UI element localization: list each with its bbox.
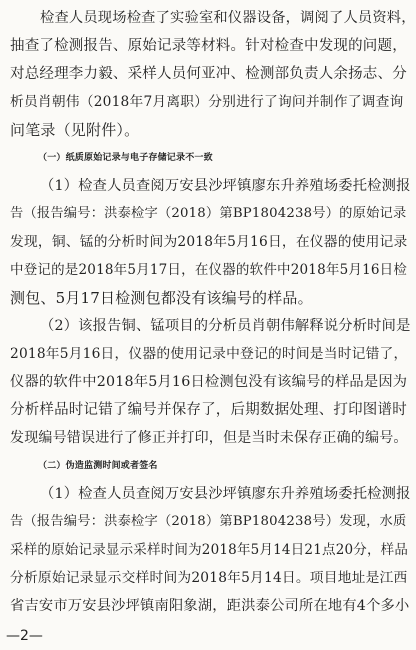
section-heading: （二）伪造监测时间或者签名	[38, 461, 158, 471]
body-text-line: 析员肖朝伟（2018年7月离职）分别进行了询问并制作了调查询	[10, 94, 404, 110]
body-text-line: 省吉安市万安县沙坪镇南阳象湖，距洪泰公司所在地有4个多小	[10, 598, 410, 614]
body-text-line: 发现，铜、锰的分析时间为2018年5月16日，在仪器的使用记录	[10, 234, 408, 250]
body-text-line: 检查人员现场检查了实验室和仪器设备，调阅了人员资料，	[40, 10, 416, 26]
body-text-line: （2）该报告铜、锰项目的分析员肖朝伟解释说分析时间是	[40, 318, 411, 334]
body-text-line: （1）检查人员查阅万安县沙坪镇廖东升养殖场委托检测报	[40, 486, 411, 502]
body-text-line: 告（报告编号：洪泰检字（2018）第BP1804238号）发现，水质	[10, 514, 407, 529]
body-text-line: 中登记的是2018年5月17日，在仪器的软件中2018年5月16日检	[10, 262, 408, 278]
body-text-line: 测包、5月17日检测包都没有该编号的样品。	[10, 289, 313, 307]
body-text-line: 分析原始记录显示交样时间为2018年5月14日。项目地址是江西	[10, 570, 408, 586]
section-heading: （一）纸质原始记录与电子存储记录不一致	[38, 153, 213, 163]
body-text-line: 告（报告编号：洪泰检字（2018）第BP1804238号）的原始记录	[10, 206, 407, 221]
body-text-line: 分析样品时记错了编号并保存了，后期数据处理、打印图谱时	[10, 402, 407, 418]
body-text-line: 抽查了检测报告、原始记录等材料。针对检查中发现的问题，	[10, 38, 407, 54]
body-text-line: 问笔录（见附件）。	[10, 121, 140, 139]
body-text-line: 发现编号错误进行了修正并打印，但是当时未保存正确的编号。	[10, 430, 408, 446]
body-text-line: （1）检查人员查阅万安县沙坪镇廖东升养殖场委托检测报	[40, 178, 411, 194]
page-number: —2—	[6, 628, 43, 644]
body-text-line: 仪器的软件中2018年5月16日检测包没有该编号的样品是因为	[10, 374, 408, 390]
body-text-line: 2018年5月16日，仪器的使用记录中登记的时间是当时记错了，	[10, 346, 408, 362]
body-text-line: 采样的原始记录显示采样时间为2018年5月14日21点20分，样品	[10, 542, 409, 558]
body-text-line: 对总经理李力毅、采样人员何亚冲、检测部负责人余扬志、分	[10, 66, 407, 82]
